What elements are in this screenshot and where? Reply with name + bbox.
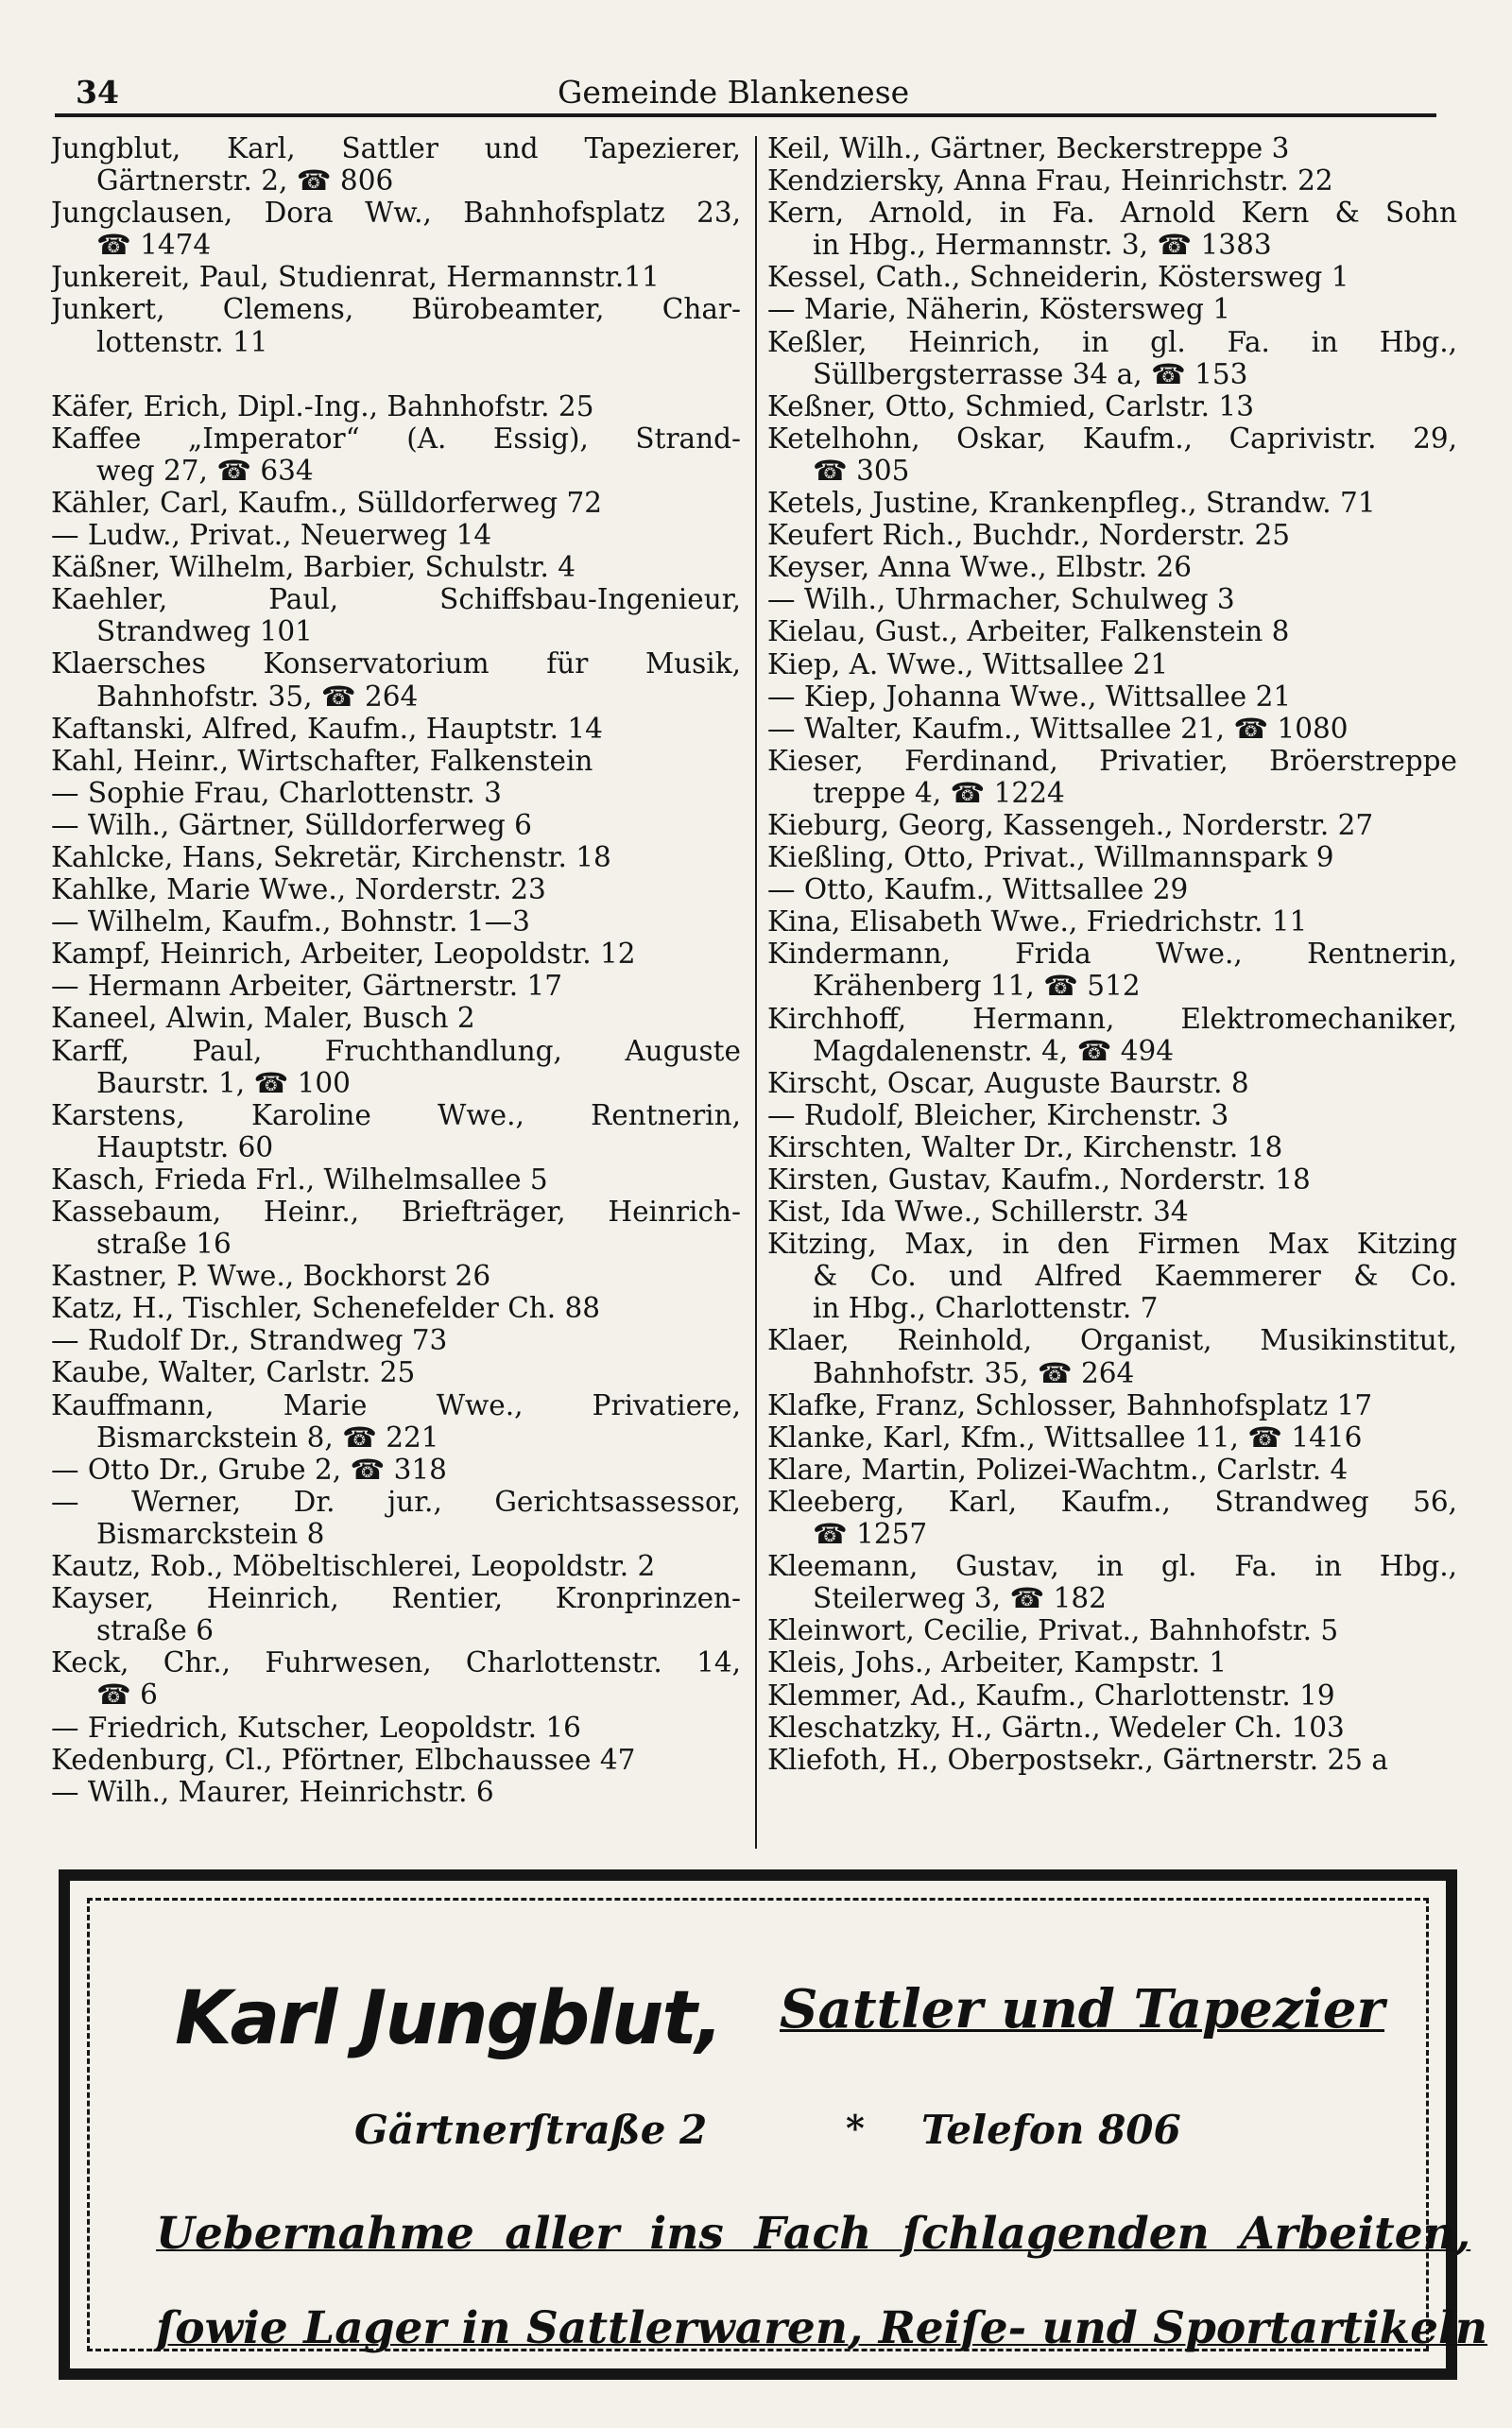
directory-entry xyxy=(767,197,1457,261)
directory-entry xyxy=(51,1196,741,1260)
directory-entry xyxy=(51,713,741,745)
directory-entry xyxy=(51,487,741,519)
ad-stock: ſowie Lager in Sattlerwaren, Reiſe- und Sportartikeln xyxy=(156,2302,1488,2354)
directory-entry xyxy=(51,1646,741,1711)
entry-line: Kayser, Heinrich, Rentier, Kronprinzen- xyxy=(51,1582,741,1615)
left-column xyxy=(51,132,741,1808)
directory-entry xyxy=(767,873,1457,905)
entry-line: Kautz, Rob., Möbeltischlerei, Leopoldstr. 2 xyxy=(51,1550,656,1583)
entry-line: — Otto Dr., Grube 2, ☎ 318 xyxy=(51,1453,447,1486)
entry-continuation-line: Bahnhofstr. 35, ☎ 264 xyxy=(813,1356,1135,1389)
entry-continuation-line: ☎ 1474 xyxy=(96,229,212,262)
directory-entry xyxy=(51,1389,741,1454)
entry-line: Kassebaum, Heinr., Briefträger, Heinrich- xyxy=(51,1196,741,1228)
directory-entry xyxy=(767,1099,1457,1131)
directory-entry xyxy=(767,1550,1457,1614)
entry-line: Kieburg, Georg, Kassengeh., Norderstr. 27 xyxy=(767,808,1374,841)
directory-entry xyxy=(51,970,741,1002)
entry-line: Keufert Rich., Buchdr., Norderstr. 25 xyxy=(767,519,1291,552)
entry-line: Keck, Chr., Fuhrwesen, Charlottenstr. 14, xyxy=(51,1646,741,1679)
directory-entry xyxy=(767,1324,1457,1388)
directory-entry xyxy=(51,745,741,777)
entry-continuation-line: ☎ 6 xyxy=(96,1679,158,1712)
directory-entry xyxy=(51,1712,741,1744)
directory-entry xyxy=(767,1228,1457,1324)
directory-entry xyxy=(767,1389,1457,1421)
entry-line: Keyser, Anna Wwe., Elbstr. 26 xyxy=(767,551,1193,584)
directory-entry xyxy=(51,1454,741,1486)
directory-entry xyxy=(767,615,1457,647)
directory-entry xyxy=(51,583,741,647)
entry-continuation-line: in Hbg., Charlottenstr. 7 xyxy=(813,1292,1159,1325)
directory-entry xyxy=(51,132,741,197)
entry-line: Kaffee „Imperator“ (A. Essig), Strand- xyxy=(51,422,741,455)
entry-line: Klafke, Franz, Schlosser, Bahnhofsplatz 17 xyxy=(767,1388,1373,1421)
entry-continuation-line: Bismarckstein 8 xyxy=(96,1517,325,1550)
directory-entry xyxy=(767,1454,1457,1486)
entry-continuation-line: Süllbergsterrasse 34 a, ☎ 153 xyxy=(813,357,1248,390)
entry-line: — Ludw., Privat., Neuerweg 14 xyxy=(51,519,492,552)
advertisement xyxy=(59,1869,1488,2380)
ad-name: Karl Jungblut, xyxy=(175,1976,722,2061)
directory-entry xyxy=(51,873,741,905)
directory-entry xyxy=(51,1582,741,1646)
entry-line: Kahlcke, Hans, Sekretär, Kirchenstr. 18 xyxy=(51,840,611,873)
directory-entry xyxy=(51,905,741,938)
ad-address: Gärtnerſtraße 2 xyxy=(354,2107,708,2153)
directory-entry xyxy=(767,680,1457,713)
directory-entry xyxy=(51,1002,741,1034)
directory-entry xyxy=(767,583,1457,615)
right-column xyxy=(767,132,1457,1776)
entry-line: Kasch, Frieda Frl., Wilhelmsallee 5 xyxy=(51,1162,548,1196)
entry-line: Keil, Wilh., Gärtner, Beckerstreppe 3 xyxy=(767,132,1290,164)
ad-telefon: Telefon 806 xyxy=(921,2107,1181,2153)
directory-entry xyxy=(51,197,741,261)
entry-continuation-line: Krähenberg 11, ☎ 512 xyxy=(813,970,1141,1003)
entry-line: — Friedrich, Kutscher, Leopoldstr. 16 xyxy=(51,1711,581,1744)
entry-continuation-line: Bahnhofstr. 35, ☎ 264 xyxy=(96,680,419,713)
entry-continuation-line: ☎ 1257 xyxy=(813,1518,928,1551)
entry-continuation-line: Bismarckstein 8, ☎ 221 xyxy=(96,1421,439,1454)
directory-entry xyxy=(767,1744,1457,1776)
entry-line: Kastner, P. Wwe., Bockhorst 26 xyxy=(51,1260,491,1293)
directory-entry xyxy=(767,422,1457,487)
entry-line: Kahlke, Marie Wwe., Norderstr. 23 xyxy=(51,873,546,906)
directory-entry xyxy=(767,1614,1457,1646)
entry-line: Kleemann, Gustav, in gl. Fa. in Hbg., xyxy=(767,1550,1457,1583)
directory-entry xyxy=(51,647,741,712)
directory-entry xyxy=(767,1421,1457,1454)
directory-entry xyxy=(767,938,1457,1002)
entry-continuation-line: & Co. und Alfred Kaemmerer & Co. xyxy=(813,1260,1457,1293)
entry-line: Kedenburg, Cl., Pförtner, Elbchaussee 47 xyxy=(51,1743,636,1776)
entry-continuation-line: Gärtnerstr. 2, ☎ 806 xyxy=(96,164,394,198)
directory-entry xyxy=(767,809,1457,841)
entry-continuation-line: in Hbg., Hermannstr. 3, ☎ 1383 xyxy=(813,229,1272,262)
entry-line: — Marie, Näherin, Köstersweg 1 xyxy=(767,293,1231,326)
entry-continuation-line: ☎ 305 xyxy=(813,454,910,487)
directory-entry xyxy=(767,1712,1457,1744)
entry-line: Klaer, Reinhold, Organist, Musikinstitut, xyxy=(767,1324,1457,1357)
ad-separator: * xyxy=(846,2107,865,2149)
entry-line: Keßler, Heinrich, in gl. Fa. in Hbg., xyxy=(767,325,1457,358)
entry-gap xyxy=(51,358,741,390)
directory-entry xyxy=(51,390,741,422)
directory-entry xyxy=(767,1646,1457,1679)
entry-continuation-line: Strandweg 101 xyxy=(96,615,313,648)
entry-continuation-line: Baurstr. 1, ☎ 100 xyxy=(96,1066,351,1099)
page-title: Gemeinde Blankenese xyxy=(558,74,910,111)
entry-continuation-line: Steilerweg 3, ☎ 182 xyxy=(813,1582,1107,1615)
directory-entry xyxy=(51,261,741,293)
entry-line: Junkert, Clemens, Bürobeamter, Char- xyxy=(51,293,741,326)
directory-entry xyxy=(767,1679,1457,1712)
entry-line: — Rudolf Dr., Strandweg 73 xyxy=(51,1324,448,1357)
entry-line: — Wilh., Uhrmacher, Schulweg 3 xyxy=(767,583,1235,616)
entry-line: Klare, Martin, Polizei-Wachtm., Carlstr. 4 xyxy=(767,1453,1349,1486)
entry-line: Kina, Elisabeth Wwe., Friedrichstr. 11 xyxy=(767,905,1308,938)
directory-entry xyxy=(767,390,1457,422)
entry-line: Käfer, Erich, Dipl.-Ing., Bahnhofstr. 25 xyxy=(51,389,594,422)
entry-line: — Werner, Dr. jur., Gerichtsassessor, xyxy=(51,1485,741,1518)
directory-entry xyxy=(51,519,741,551)
directory-entry xyxy=(767,1067,1457,1099)
directory-entry xyxy=(767,519,1457,551)
directory-entry xyxy=(767,261,1457,293)
entry-line: Kießling, Otto, Privat., Willmannspark 9 xyxy=(767,841,1334,874)
entry-line: Kleinwort, Cecilie, Privat., Bahnhofstr. 5 xyxy=(767,1614,1339,1647)
directory-entry xyxy=(767,841,1457,873)
entry-continuation-line: Hauptstr. 60 xyxy=(96,1130,274,1163)
entry-line: Kirsten, Gustav, Kaufm., Norderstr. 18 xyxy=(767,1163,1311,1196)
directory-columns xyxy=(51,132,1459,1843)
page-number: 34 xyxy=(76,74,119,111)
entry-line: Klaersches Konservatorium für Musik, xyxy=(51,647,741,680)
directory-entry xyxy=(767,132,1457,164)
directory-entry xyxy=(767,164,1457,197)
entry-line: — Wilh., Maurer, Heinrichstr. 6 xyxy=(51,1775,494,1808)
entry-line: Klanke, Karl, Kfm., Wittsallee 11, ☎ 1416 xyxy=(767,1421,1363,1454)
entry-continuation-line: lottenstr. 11 xyxy=(96,325,268,358)
entry-line: — Wilhelm, Kaufm., Bohnstr. 1—3 xyxy=(51,905,530,938)
entry-line: Kahl, Heinr., Wirtschafter, Falkenstein xyxy=(51,744,593,777)
entry-continuation-line: straße 16 xyxy=(96,1228,232,1261)
entry-line: Kliefoth, H., Oberpostsekr., Gärtnerstr. 25 a xyxy=(767,1743,1389,1776)
directory-entry xyxy=(51,1776,741,1808)
entry-line: Katz, H., Tischler, Schenefelder Ch. 88 xyxy=(51,1292,601,1325)
directory-entry xyxy=(51,1550,741,1582)
entry-line: Klemmer, Ad., Kaufm., Charlottenstr. 19 xyxy=(767,1679,1335,1712)
directory-entry xyxy=(51,1486,741,1550)
directory-entry xyxy=(767,1163,1457,1196)
directory-entry xyxy=(767,551,1457,583)
entry-continuation-line: weg 27, ☎ 634 xyxy=(96,454,314,487)
entry-line: Ketels, Justine, Krankenpfleg., Strandw. 71 xyxy=(767,487,1376,520)
directory-entry xyxy=(51,841,741,873)
entry-line: Kirscht, Oscar, Auguste Baurstr. 8 xyxy=(767,1066,1249,1099)
entry-line: Kindermann, Frida Wwe., Rentnerin, xyxy=(767,938,1457,971)
entry-line: Kirschten, Walter Dr., Kirchenstr. 18 xyxy=(767,1130,1283,1163)
directory-entry xyxy=(51,777,741,809)
entry-line: — Hermann Arbeiter, Gärtnerstr. 17 xyxy=(51,970,563,1003)
entry-line: Kaneel, Alwin, Maler, Busch 2 xyxy=(51,1002,475,1035)
entry-line: Kaftanski, Alfred, Kaufm., Hauptstr. 14 xyxy=(51,712,603,745)
column-divider xyxy=(755,136,757,1849)
entry-line: Karff, Paul, Fruchthandlung, Auguste xyxy=(51,1034,741,1067)
directory-entry xyxy=(767,648,1457,680)
entry-line: Kitzing, Max, in den Firmen Max Kitzing xyxy=(767,1228,1457,1261)
directory-entry xyxy=(767,1196,1457,1228)
entry-line: Kendziersky, Anna Frau, Heinrichstr. 22 xyxy=(767,164,1333,198)
directory-entry xyxy=(767,905,1457,938)
entry-continuation-line: treppe 4, ☎ 1224 xyxy=(813,776,1065,809)
directory-entry xyxy=(51,1260,741,1292)
entry-line: Kirchhoff, Hermann, Elektromechaniker, xyxy=(767,1002,1457,1035)
entry-continuation-line: straße 6 xyxy=(96,1614,214,1647)
entry-line: Junkereit, Paul, Studienrat, Hermannstr.11 xyxy=(51,261,660,294)
directory-entry xyxy=(51,809,741,841)
entry-line: Kielau, Gust., Arbeiter, Falkenstein 8 xyxy=(767,615,1290,648)
directory-entry xyxy=(51,1163,741,1196)
entry-line: Kleis, Johs., Arbeiter, Kampstr. 1 xyxy=(767,1646,1228,1679)
directory-entry xyxy=(767,1131,1457,1163)
entry-line: Käßner, Wilhelm, Barbier, Schulstr. 4 xyxy=(51,551,576,584)
entry-line: Kiep, A. Wwe., Wittsallee 21 xyxy=(767,647,1169,680)
entry-line: Kampf, Heinrich, Arbeiter, Leopoldstr. 12 xyxy=(51,938,636,971)
entry-line: — Sophie Frau, Charlottenstr. 3 xyxy=(51,776,502,809)
entry-line: Kessel, Cath., Schneiderin, Köstersweg 1 xyxy=(767,261,1349,294)
ad-services: Uebernahme aller ins Fach ſchlagenden Arbeiten, xyxy=(156,2208,1471,2260)
entry-line: Kleschatzky, H., Gärtn., Wedeler Ch. 103 xyxy=(767,1711,1345,1744)
directory-entry xyxy=(51,1324,741,1356)
directory-entry xyxy=(51,422,741,487)
entry-line: — Rudolf, Bleicher, Kirchenstr. 3 xyxy=(767,1098,1229,1131)
entry-line: — Kiep, Johanna Wwe., Wittsallee 21 xyxy=(767,680,1292,713)
directory-entry xyxy=(51,1292,741,1324)
directory-entry xyxy=(51,1035,741,1099)
directory-entry xyxy=(51,938,741,970)
entry-line: Kaehler, Paul, Schiffsbau-Ingenieur, xyxy=(51,583,741,616)
entry-line: Kist, Ida Wwe., Schillerstr. 34 xyxy=(767,1196,1189,1229)
entry-line: Karstens, Karoline Wwe., Rentnerin, xyxy=(51,1098,741,1131)
header-rule xyxy=(55,113,1436,117)
entry-line: Ketelhohn, Oskar, Kaufm., Caprivistr. 29, xyxy=(767,422,1457,455)
directory-entry xyxy=(767,293,1457,325)
ad-trade: Sattler und Tapezier xyxy=(780,1978,1385,2041)
entry-line: Jungblut, Karl, Sattler und Tapezierer, xyxy=(51,132,741,164)
entry-line: Kauffmann, Marie Wwe., Privatiere, xyxy=(51,1388,741,1421)
entry-line: Kieser, Ferdinand, Privatier, Bröerstreppe xyxy=(767,744,1457,777)
directory-entry xyxy=(767,1003,1457,1067)
directory-entry xyxy=(51,1356,741,1388)
directory-entry xyxy=(51,551,741,583)
directory-entry xyxy=(51,1744,741,1776)
directory-entry xyxy=(51,1099,741,1163)
entry-line: — Wilh., Gärtner, Sülldorferweg 6 xyxy=(51,808,532,841)
directory-entry xyxy=(51,293,741,357)
entry-line: Jungclausen, Dora Ww., Bahnhofsplatz 23, xyxy=(51,197,741,230)
entry-line: — Otto, Kaufm., Wittsallee 29 xyxy=(767,873,1189,906)
directory-entry xyxy=(767,326,1457,390)
entry-line: Kähler, Carl, Kaufm., Sülldorferweg 72 xyxy=(51,486,603,519)
directory-entry xyxy=(767,1486,1457,1550)
entry-line: — Walter, Kaufm., Wittsallee 21, ☎ 1080 xyxy=(767,712,1349,745)
entry-line: Kleeberg, Karl, Kaufm., Strandweg 56, xyxy=(767,1485,1457,1518)
directory-entry xyxy=(767,713,1457,745)
entry-continuation-line: Magdalenenstr. 4, ☎ 494 xyxy=(813,1034,1175,1067)
entry-line: Keßner, Otto, Schmied, Carlstr. 13 xyxy=(767,389,1254,422)
directory-entry xyxy=(767,745,1457,809)
entry-line: Kern, Arnold, in Fa. Arnold Kern & Sohn xyxy=(767,197,1457,230)
directory-entry xyxy=(767,487,1457,519)
advertisement-inner-border xyxy=(87,1898,1488,2354)
entry-line: Kaube, Walter, Carlstr. 25 xyxy=(51,1356,416,1389)
